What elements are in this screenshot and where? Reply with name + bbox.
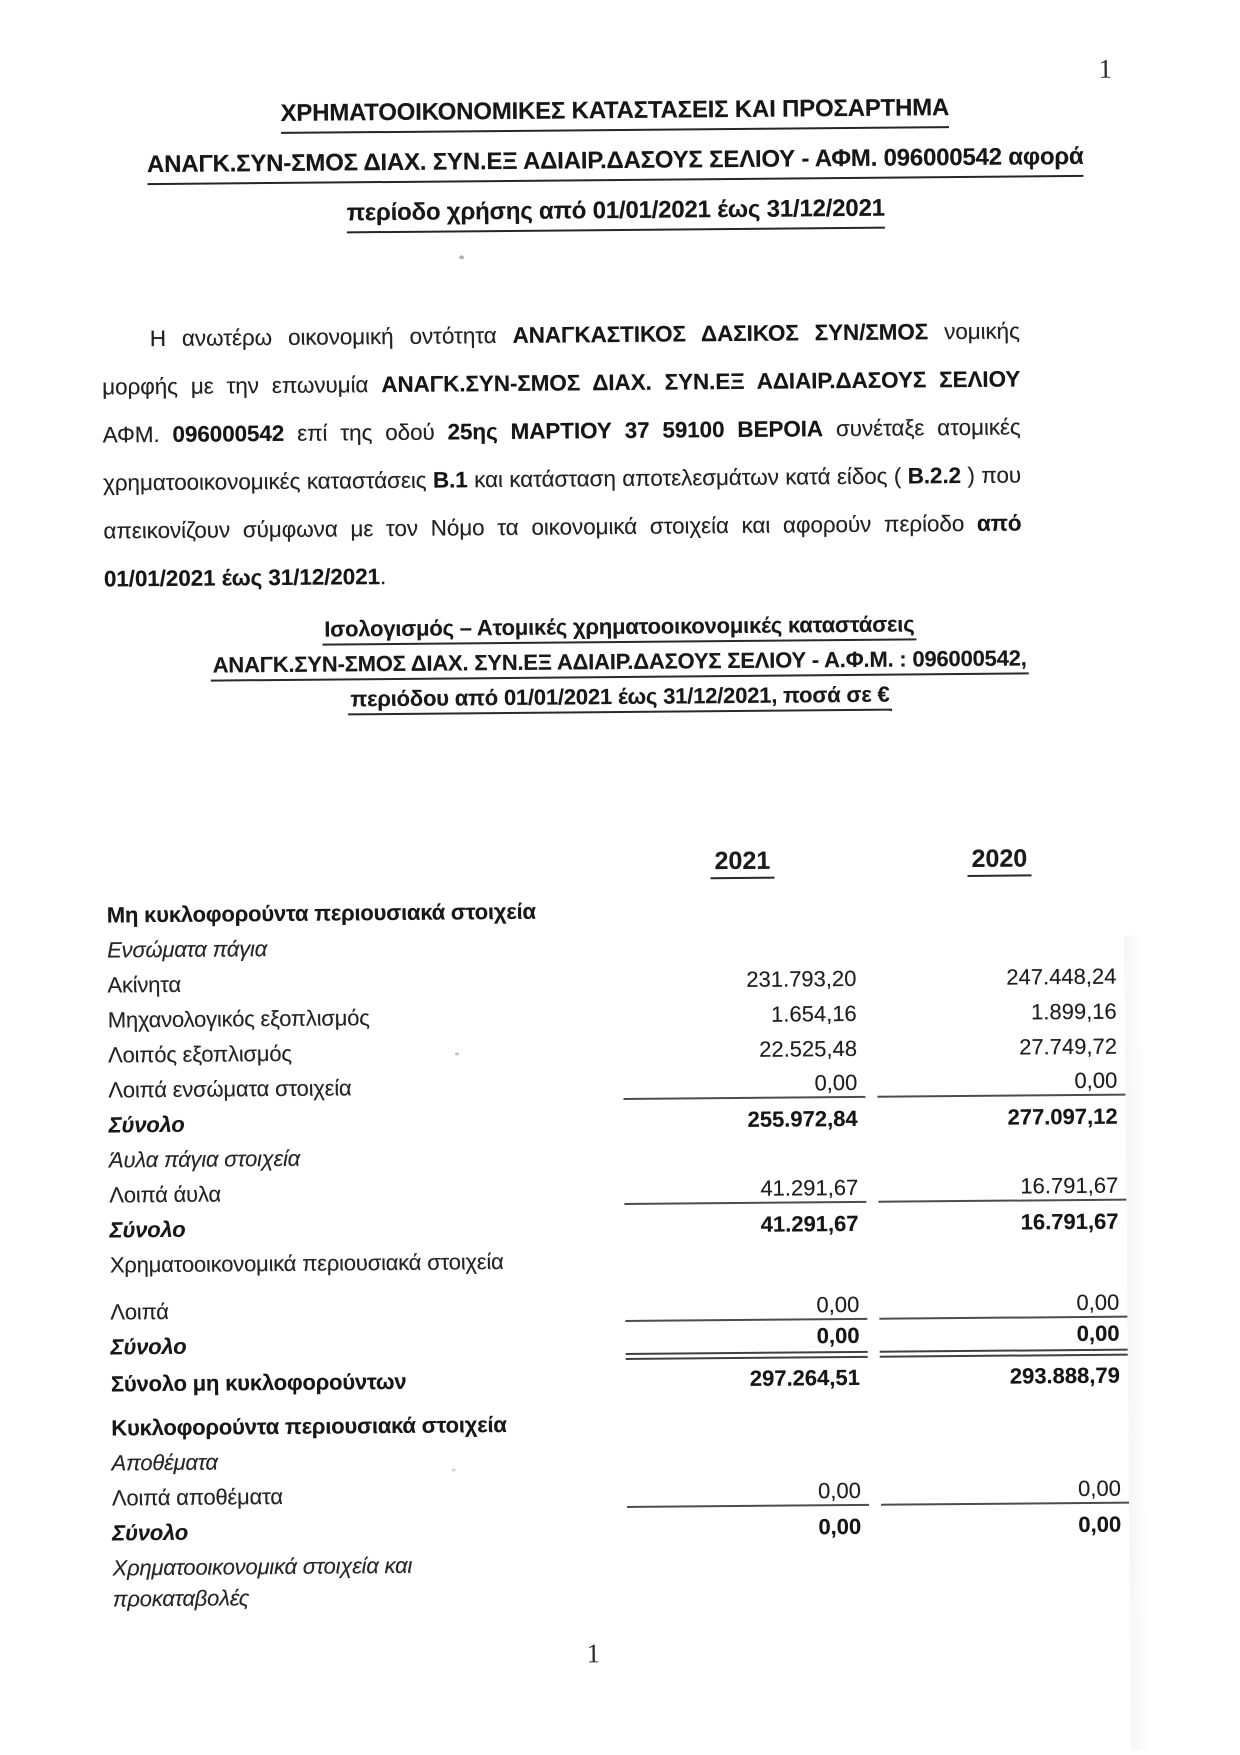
amount-2021: 0,00 <box>625 1291 867 1321</box>
paragraph-run: 25ης ΜΑΡΤΙΟΥ 37 59100 ΒΕΡΟΙΑ <box>447 415 824 444</box>
title-text: περίοδο χρήσης από 01/01/2021 έως 31/12/2021 <box>347 194 885 234</box>
row-label: Ενσώματα πάγια <box>107 935 268 962</box>
table-row <box>110 1239 1130 1283</box>
row-label: Κυκλοφορούντα περιουσιακά στοιχεία <box>111 1411 507 1440</box>
year-label: 2021 <box>710 847 774 880</box>
table-row <box>111 1358 1131 1402</box>
row-label: Χρηματοοικονομικά στοιχεία και προκαταβολές <box>112 1552 413 1612</box>
paragraph-run: . <box>379 563 387 589</box>
table-row <box>112 1542 1133 1617</box>
paragraph-run: Η ανωτέρω οικονομική οντότητα <box>149 322 513 351</box>
amount-2021 <box>622 908 864 910</box>
row-label: Σύνολο <box>108 1111 185 1137</box>
amount-2020 <box>876 906 1124 908</box>
row-label: Άυλα πάγια στοιχεία <box>108 1145 301 1172</box>
amount-2020: 16.791,67 <box>878 1172 1126 1202</box>
heading-text: ΑΝΑΓΚ.ΣΥΝ-ΣΜΟΣ ΔΙΑΧ. ΣΥΝ.ΕΞ ΑΔΙΑΙΡ.ΔΑΣΟΥΣ ΣΕΛΙΟΥ - Α.Φ.Μ. : 096000542, <box>211 644 1029 681</box>
amount-2020: 0,00 <box>879 1289 1127 1319</box>
row-label: Λοιπά αποθέματα <box>111 1483 283 1510</box>
amount-2021: 255.972,84 <box>747 1105 858 1132</box>
amount-2020: 0,00 <box>877 1067 1125 1097</box>
page-number-bottom: 1 <box>586 1638 601 1669</box>
row-label: Σύνολο μη κυκλοφορούντων <box>110 1368 407 1396</box>
amount-2020: 277.097,12 <box>1007 1103 1118 1130</box>
paragraph-run: Β.2.2 <box>907 462 962 488</box>
balance-table-body <box>107 889 1133 1617</box>
amount-2020: 0,00 <box>879 1321 1127 1358</box>
amount-2020: 293.888,79 <box>1009 1362 1120 1389</box>
title-text: ΑΝΑΓΚ.ΣΥΝ-ΣΜΟΣ ΔΙΑΧ. ΣΥΝ.ΕΞ ΑΔΙΑΙΡ.ΔΑΣΟΥΣ ΣΕΛΙΟΥ - ΑΦΜ. 096000542 αφορά <box>147 142 1084 185</box>
amount-2020: 0,00 <box>1078 1511 1122 1537</box>
row-label: Λοιπά άυλα <box>109 1181 222 1207</box>
balance-table-header <box>106 844 1126 885</box>
paragraph-run: ) που απεικονίζουν σύμφωνα με τον Νόμο τα οικονομικά στοιχεία και αφορούν περίοδο <box>103 461 1022 544</box>
row-label: Λοιπά <box>110 1298 169 1324</box>
row-label: Σύνολο <box>112 1519 189 1545</box>
amount-2020 <box>880 1419 1128 1421</box>
row-label: Μη κυκλοφορούντα περιουσιακά στοιχεία <box>106 898 536 927</box>
amount-2021: 41.291,67 <box>624 1174 866 1204</box>
amount-2021 <box>625 1258 867 1260</box>
table-row <box>110 1321 1130 1365</box>
paragraph-run: νομικής μορφής με την επωνυμία <box>102 317 1020 400</box>
row-label: Σύνολο <box>110 1333 187 1359</box>
amount-2021 <box>624 1153 866 1155</box>
scan-artifact-band <box>1124 935 1151 1750</box>
amount-2020 <box>879 1256 1127 1258</box>
column-header-2021 <box>621 846 863 880</box>
row-label: Χρηματοοικονομικά περιουσιακά στοιχεία <box>109 1248 504 1277</box>
document-title-line-3 <box>0 191 1236 237</box>
paragraph-run: Β.1 <box>432 466 468 493</box>
column-header-2020 <box>875 844 1123 878</box>
row-label: Ακίνητα <box>107 971 182 997</box>
amount-2020 <box>876 941 1124 943</box>
paragraph-run: ΑΝΑΓΚΑΣΤΙΚΟΣ ΔΑΣΙΚΟΣ ΣΥΝ/ΣΜΟΣ <box>512 318 929 348</box>
header-gap <box>863 846 875 878</box>
amount-2020: 16.791,67 <box>1020 1208 1119 1235</box>
document-title-block <box>0 91 1236 252</box>
balance-sheet-table <box>106 844 1133 1617</box>
amount-2021: 297.264,51 <box>749 1364 861 1391</box>
scan-artifact-dot <box>455 1052 459 1055</box>
row-label: Αποθέματα <box>111 1449 218 1475</box>
statement-heading-block <box>0 607 1240 723</box>
amount-2021: 1.654,16 <box>770 1000 857 1027</box>
scan-artifact-dot <box>459 255 464 259</box>
amount-2021 <box>626 1421 868 1423</box>
amount-2021: 231.793,20 <box>746 965 857 992</box>
amount-2020: 0,00 <box>881 1475 1129 1505</box>
heading-text: περιόδου από 01/01/2021 έως 31/12/2021, ποσά σε € <box>348 681 891 716</box>
amount-2021 <box>627 1456 869 1458</box>
amount-2020 <box>881 1454 1129 1456</box>
paragraph-run: επί της οδού <box>284 418 448 446</box>
amount-2021: 41.291,67 <box>760 1210 859 1237</box>
intro-paragraph <box>102 307 1022 603</box>
paragraph-run: από 01/01/2021 έως 31/12/2021 <box>103 509 1022 591</box>
row-label: Λοιπά ενσώματα στοιχεία <box>108 1074 352 1102</box>
amount-2020: 1.899,16 <box>1030 998 1117 1024</box>
amount-2020: 247.448,24 <box>1006 963 1117 990</box>
paragraph-run: ΑΝΑΓΚ.ΣΥΝ-ΣΜΟΣ ΔΙΑΧ. ΣΥΝ.ΕΞ ΑΔΙΑΙΡ.ΔΑΣΟΥΣ ΣΕΛΙΟΥ <box>381 365 1021 397</box>
document-title-line-1 <box>0 91 1235 137</box>
amount-2021 <box>622 943 864 945</box>
amount-2020: 27.749,72 <box>1019 1033 1118 1060</box>
paragraph-run: 096000542 <box>172 420 285 447</box>
document-title-line-2 <box>0 141 1235 187</box>
paragraph-run: συνέταξε ατομικές χρηματοοικονομικές καταστάσεις <box>102 413 1021 496</box>
page-number-top: 1 <box>1098 53 1113 84</box>
amount-2021: 0,00 <box>818 1513 862 1539</box>
header-spacer <box>106 848 621 884</box>
amount-2021: 22.525,48 <box>759 1035 858 1062</box>
amount-2021: 0,00 <box>623 1069 865 1099</box>
row-label: Σύνολο <box>109 1216 186 1242</box>
row-label: Μηχανολογικός εξοπλισμός <box>107 1004 370 1032</box>
paragraph-run: ΑΦΜ. <box>102 421 173 448</box>
amount-2021: 0,00 <box>625 1323 867 1360</box>
heading-text: Ισολογισμός – Ατομικές χρηματοοικονομικές καταστάσεις <box>322 610 916 645</box>
year-label: 2020 <box>967 844 1031 877</box>
paragraph-run: και κατάσταση αποτελεσμάτων κατά είδος ( <box>467 462 908 492</box>
title-text: ΧΡΗΜΑΤΟΟΙΚΟΝΟΜΙΚΕΣ ΚΑΤΑΣΤΑΣΕΙΣ ΚΑΙ ΠΡΟΣΑΡΤΗΜΑ <box>280 93 949 134</box>
row-label: Λοιπός εξοπλισμός <box>107 1040 292 1067</box>
scan-artifact-dot <box>452 1468 456 1471</box>
amount-2020 <box>878 1151 1126 1153</box>
amount-2021: 0,00 <box>627 1477 869 1507</box>
